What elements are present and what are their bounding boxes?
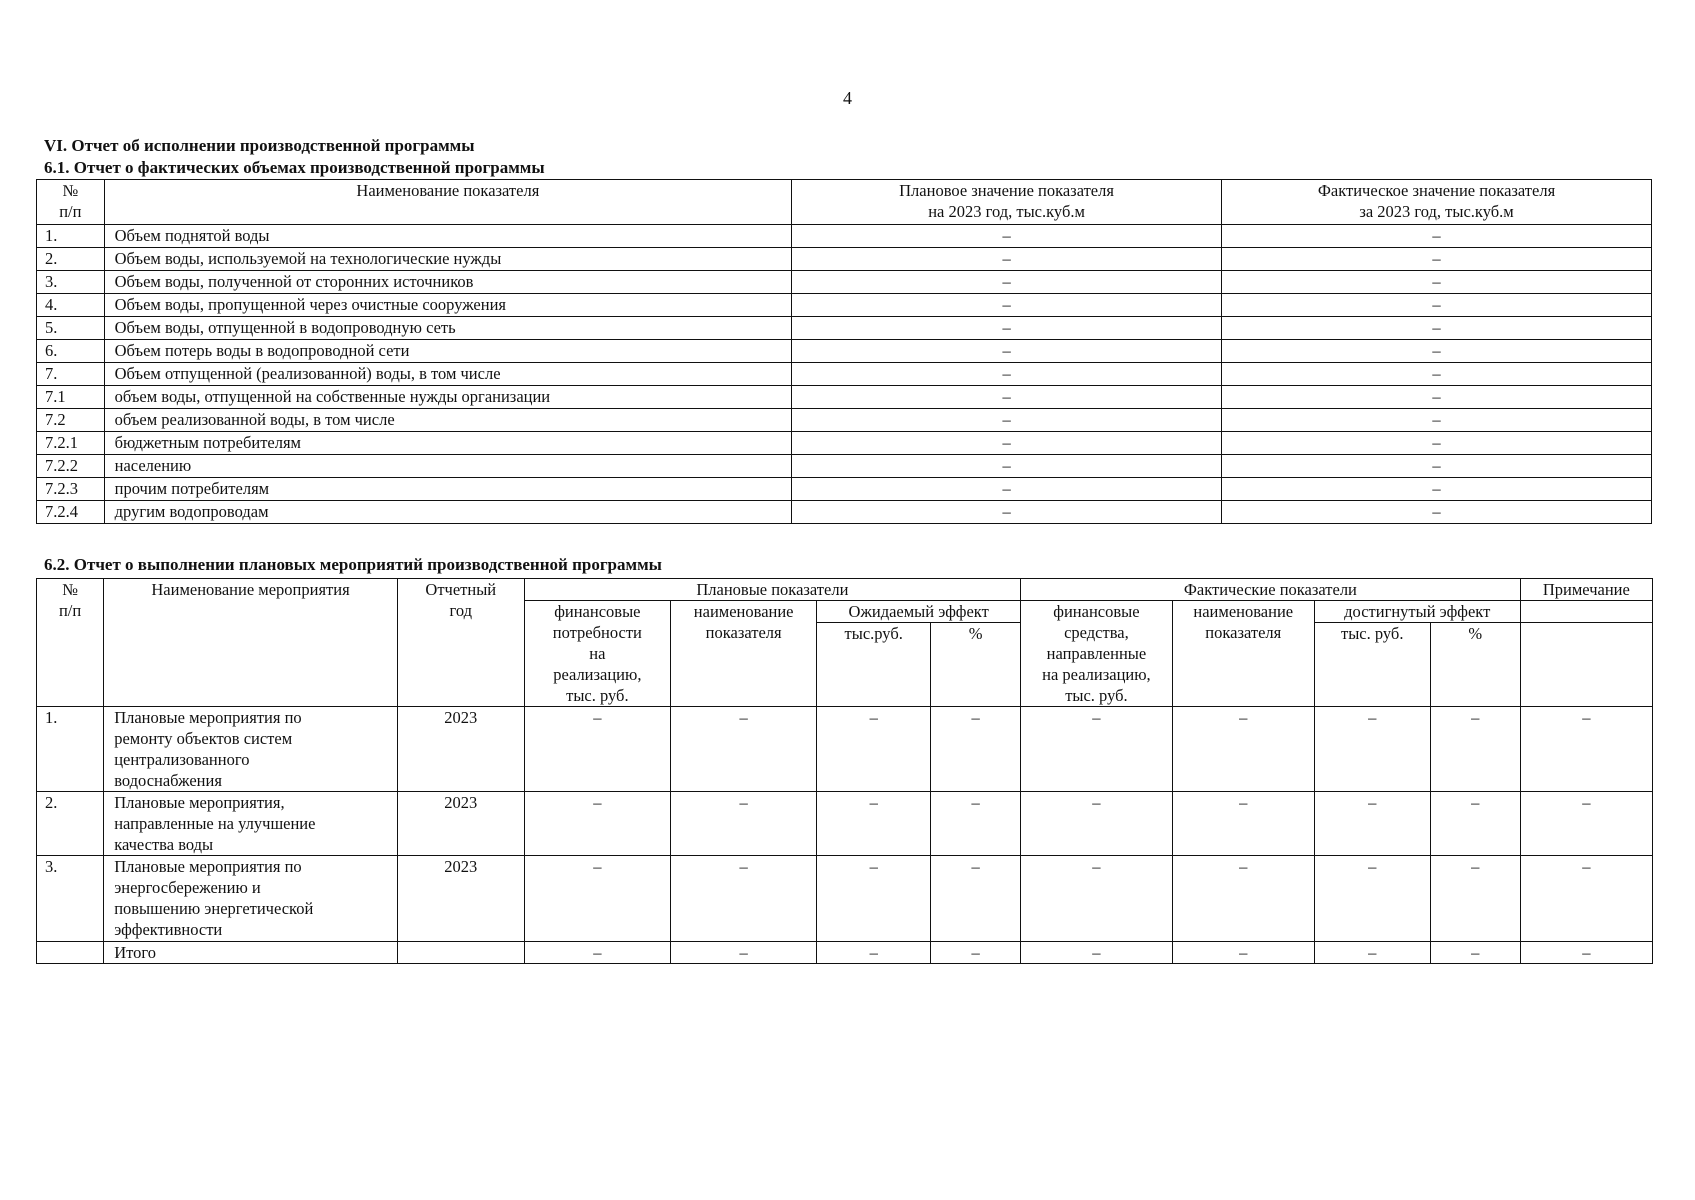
row-num: 7. xyxy=(37,363,105,386)
plan-effect-pct-value: – xyxy=(931,792,1021,856)
row-num: 7.2.1 xyxy=(37,432,105,455)
row-plan-value: – xyxy=(792,363,1222,386)
plan-effect-rub-value: – xyxy=(817,707,931,792)
table1-row xyxy=(37,363,1652,386)
table1-row xyxy=(37,294,1652,317)
fact-fin-value: – xyxy=(1021,707,1173,792)
activity-name-line: повышению энергетической xyxy=(114,899,314,918)
activity-year xyxy=(397,942,524,964)
table1-header-row xyxy=(37,180,1652,225)
activity-year: 2023 xyxy=(397,856,524,942)
row-fact-value: – xyxy=(1222,478,1652,501)
plan-effect-rub-value: – xyxy=(817,792,931,856)
activity-name-line: качества воды xyxy=(114,835,214,854)
row-name: объем реализованной воды, в том числе xyxy=(104,409,791,432)
row-name: Объем воды, пропущенной через очистные сооружения xyxy=(104,294,791,317)
table2-header-row-1 xyxy=(37,579,1653,601)
row-num: 7.2.3 xyxy=(37,478,105,501)
table2-header-fact-fin xyxy=(1021,601,1173,707)
header-plan-line2: на 2023 год, тыс.куб.м xyxy=(928,202,1085,221)
row-num: 7.2.2 xyxy=(37,455,105,478)
table2-header-fact-effect-pct: % xyxy=(1430,623,1520,707)
table1-header-num xyxy=(37,180,105,225)
plan-ind-line2: показателя xyxy=(705,623,782,642)
row-name: бюджетным потребителям xyxy=(104,432,791,455)
table2-header-num xyxy=(37,579,104,707)
plan-fin-value: – xyxy=(524,942,670,964)
planned-activities-table xyxy=(36,578,1653,964)
activity-name-line: ремонту объектов систем xyxy=(114,729,293,748)
table2-header-year xyxy=(397,579,524,707)
table1-row xyxy=(37,225,1652,248)
row-fact-value: – xyxy=(1222,386,1652,409)
fact-fin-line5: тыс. руб. xyxy=(1065,686,1128,705)
activity-name-line: эффективности xyxy=(114,920,223,939)
table2-header-fact-effect: достигнутый эффект xyxy=(1314,601,1520,623)
table2-header-plan-group: Плановые показатели xyxy=(524,579,1020,601)
fact-ind-line1: наименование xyxy=(1193,602,1294,621)
row-plan-value: – xyxy=(792,294,1222,317)
row-plan-value: – xyxy=(792,317,1222,340)
plan-ind-line1: наименование xyxy=(693,602,794,621)
row-num: 7.2 xyxy=(37,409,105,432)
page-number: 4 xyxy=(843,88,852,108)
fact-effect-pct-value: – xyxy=(1430,856,1520,942)
row-plan-value: – xyxy=(792,386,1222,409)
row-fact-value: – xyxy=(1222,409,1652,432)
row-name: объем воды, отпущенной на собственные нужды организации xyxy=(104,386,791,409)
table2-header-note: Примечание xyxy=(1520,579,1652,601)
activity-num: 2. xyxy=(37,792,104,856)
row-plan-value: – xyxy=(792,271,1222,294)
fact-effect-pct-value: – xyxy=(1430,707,1520,792)
plan-ind-value: – xyxy=(671,707,817,792)
table2-header-plan-ind xyxy=(671,601,817,707)
fact-ind-value: – xyxy=(1172,792,1314,856)
activity-num xyxy=(37,942,104,964)
fact-ind-value: – xyxy=(1172,707,1314,792)
header-fact-line2: за 2023 год, тыс.куб.м xyxy=(1359,202,1514,221)
row-fact-value: – xyxy=(1222,455,1652,478)
row-fact-value: – xyxy=(1222,271,1652,294)
row-fact-value: – xyxy=(1222,363,1652,386)
row-fact-value: – xyxy=(1222,248,1652,271)
activity-name-line: энергосбережению и xyxy=(114,878,261,897)
table1-row xyxy=(37,455,1652,478)
row-num: 2. xyxy=(37,248,105,271)
fact-effect-rub-value: – xyxy=(1314,707,1430,792)
row-num: 5. xyxy=(37,317,105,340)
header-year-line2: год xyxy=(449,601,473,620)
note-value: – xyxy=(1520,856,1652,942)
table2-row xyxy=(37,792,1653,856)
activity-name-line: водоснабжения xyxy=(114,771,222,790)
row-name: Объем поднятой воды xyxy=(104,225,791,248)
row-plan-value: – xyxy=(792,225,1222,248)
plan-effect-pct-value: – xyxy=(931,942,1021,964)
plan-ind-value: – xyxy=(671,856,817,942)
row-fact-value: – xyxy=(1222,225,1652,248)
row-plan-value: – xyxy=(792,478,1222,501)
note-value: – xyxy=(1520,792,1652,856)
plan-fin-line5: тыс. руб. xyxy=(566,686,629,705)
row-name: Объем отпущенной (реализованной) воды, в том числе xyxy=(104,363,791,386)
row-plan-value: – xyxy=(792,340,1222,363)
plan-effect-rub-value: – xyxy=(817,856,931,942)
table2-header-plan-effect: Ожидаемый эффект xyxy=(817,601,1021,623)
fact-fin-line2: средства, xyxy=(1064,623,1129,642)
activity-name-line: Плановые мероприятия, xyxy=(114,793,285,812)
row-name: Объем воды, полученной от сторонних источников xyxy=(104,271,791,294)
section-title: VI. Отчет об исполнении производственной программы xyxy=(44,136,475,155)
fact-ind-line2: показателя xyxy=(1205,623,1282,642)
table1-row xyxy=(37,317,1652,340)
activity-name-line: направленные на улучшение xyxy=(114,814,316,833)
row-fact-value: – xyxy=(1222,501,1652,524)
table1-row xyxy=(37,271,1652,294)
plan-fin-line2: потребности xyxy=(552,623,642,642)
table2-header-fact-group: Фактические показатели xyxy=(1021,579,1521,601)
row-num: 6. xyxy=(37,340,105,363)
table1-header-name: Наименование показателя xyxy=(104,180,791,225)
header-num-line2: п/п xyxy=(59,202,82,221)
row-name: Объем воды, отпущенной в водопроводную сеть xyxy=(104,317,791,340)
activity-name xyxy=(104,792,398,856)
activity-name-line: Итого xyxy=(114,943,156,962)
row-plan-value: – xyxy=(792,432,1222,455)
fact-effect-rub-value: – xyxy=(1314,942,1430,964)
row-plan-value: – xyxy=(792,248,1222,271)
note-value: – xyxy=(1520,942,1652,964)
row-num: 3. xyxy=(37,271,105,294)
row-fact-value: – xyxy=(1222,317,1652,340)
table1-row xyxy=(37,340,1652,363)
header-plan-line1: Плановое значение показателя xyxy=(899,181,1114,200)
plan-fin-line4: реализацию, xyxy=(553,665,642,684)
activity-name xyxy=(104,707,398,792)
row-fact-value: – xyxy=(1222,432,1652,455)
note-value: – xyxy=(1520,707,1652,792)
activity-name xyxy=(104,942,398,964)
table1-header-fact xyxy=(1222,180,1652,225)
activity-year: 2023 xyxy=(397,792,524,856)
fact-fin-value: – xyxy=(1021,942,1173,964)
header-fact-line1: Фактическое значение показателя xyxy=(1317,181,1556,200)
plan-effect-rub-value: – xyxy=(817,942,931,964)
table2-header-note-blank-2 xyxy=(1520,623,1652,707)
table1-row xyxy=(37,409,1652,432)
activity-num: 3. xyxy=(37,856,104,942)
table2-header-plan-effect-rub: тыс.руб. xyxy=(817,623,931,707)
row-num: 4. xyxy=(37,294,105,317)
table2-header-plan-fin xyxy=(524,601,670,707)
row-fact-value: – xyxy=(1222,340,1652,363)
table1-row xyxy=(37,248,1652,271)
activity-num: 1. xyxy=(37,707,104,792)
fact-effect-pct-value: – xyxy=(1430,942,1520,964)
fact-fin-line3: направленные xyxy=(1046,644,1147,663)
plan-effect-pct-value: – xyxy=(931,856,1021,942)
table2-row xyxy=(37,942,1653,964)
plan-fin-value: – xyxy=(524,856,670,942)
fact-effect-rub-value: – xyxy=(1314,792,1430,856)
table2-header-fact-effect-rub: тыс. руб. xyxy=(1314,623,1430,707)
row-name: другим водопроводам xyxy=(104,501,791,524)
table2-header-name: Наименование мероприятия xyxy=(104,579,398,707)
table1-row xyxy=(37,432,1652,455)
header-num-line2: п/п xyxy=(58,601,82,620)
row-fact-value: – xyxy=(1222,294,1652,317)
table2-header-plan-effect-pct: % xyxy=(931,623,1021,707)
table2-row xyxy=(37,856,1653,942)
plan-fin-line3: на xyxy=(589,644,606,663)
activity-year: 2023 xyxy=(397,707,524,792)
plan-fin-line1: финансовые xyxy=(554,602,641,621)
fact-fin-value: – xyxy=(1021,792,1173,856)
row-plan-value: – xyxy=(792,501,1222,524)
fact-fin-line4: на реализацию, xyxy=(1042,665,1151,684)
fact-ind-value: – xyxy=(1172,856,1314,942)
header-year-line1: Отчетный xyxy=(425,580,497,599)
activity-name xyxy=(104,856,398,942)
fact-fin-line1: финансовые xyxy=(1053,602,1140,621)
table1-header-plan xyxy=(792,180,1222,225)
row-plan-value: – xyxy=(792,409,1222,432)
row-name: населению xyxy=(104,455,791,478)
plan-fin-value: – xyxy=(524,707,670,792)
table1-title: 6.1. Отчет о фактических объемах производственной программы xyxy=(44,158,545,177)
header-num-line1: № xyxy=(62,181,79,200)
row-plan-value: – xyxy=(792,455,1222,478)
row-num: 7.1 xyxy=(37,386,105,409)
fact-fin-value: – xyxy=(1021,856,1173,942)
row-name: Объем воды, используемой на технологические нужды xyxy=(104,248,791,271)
table2-title: 6.2. Отчет о выполнении плановых мероприятий производственной программы xyxy=(44,555,662,574)
row-num: 1. xyxy=(37,225,105,248)
fact-effect-pct-value: – xyxy=(1430,792,1520,856)
table2-header-fact-ind xyxy=(1172,601,1314,707)
fact-effect-rub-value: – xyxy=(1314,856,1430,942)
table2-header-note-blank xyxy=(1520,601,1652,623)
plan-effect-pct-value: – xyxy=(931,707,1021,792)
table2-row xyxy=(37,707,1653,792)
table1-row xyxy=(37,478,1652,501)
plan-ind-value: – xyxy=(671,792,817,856)
production-volumes-table xyxy=(36,179,1652,524)
table1-row xyxy=(37,386,1652,409)
row-num: 7.2.4 xyxy=(37,501,105,524)
fact-ind-value: – xyxy=(1172,942,1314,964)
activity-name-line: Плановые мероприятия по xyxy=(114,708,302,727)
row-name: прочим потребителям xyxy=(104,478,791,501)
plan-ind-value: – xyxy=(671,942,817,964)
activity-name-line: Плановые мероприятия по xyxy=(114,857,302,876)
row-name: Объем потерь воды в водопроводной сети xyxy=(104,340,791,363)
plan-fin-value: – xyxy=(524,792,670,856)
table1-row xyxy=(37,501,1652,524)
activity-name-line: централизованного xyxy=(114,750,250,769)
header-num-line1: № xyxy=(62,580,78,599)
